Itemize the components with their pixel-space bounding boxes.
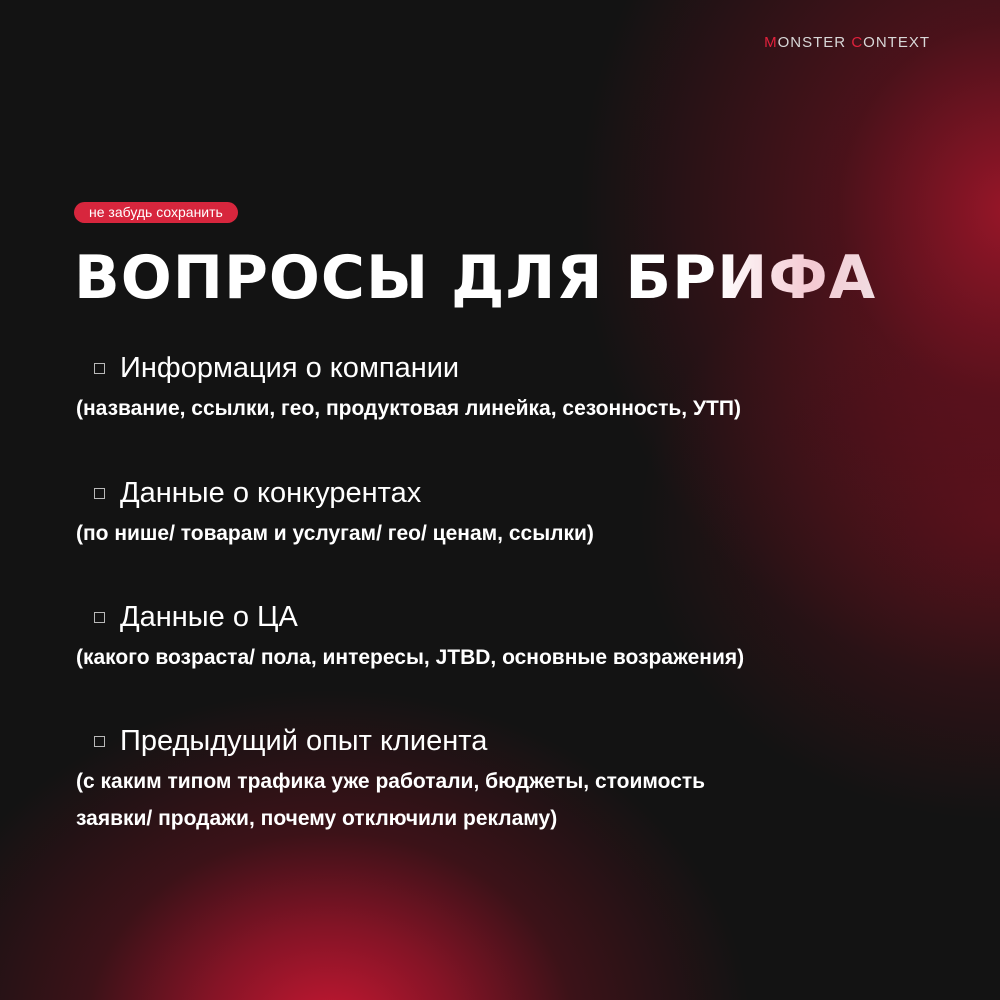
description-line: заявки/ продажи, почему отключили рекламу) (76, 807, 558, 830)
list-item-description (76, 390, 976, 427)
checkbox-icon (94, 363, 105, 374)
list-item-description (76, 763, 976, 837)
list-item-title: Данные о ЦА (120, 601, 298, 633)
description-line: (название, ссылки, гео, продуктовая линейка, сезонность, УТП) (76, 397, 741, 420)
list-item-target-audience (76, 595, 976, 719)
list-item-title: Информация о компании (120, 352, 460, 384)
list-item-client-experience (76, 719, 976, 837)
list-item-header (76, 719, 976, 763)
description-line: (с каким типом трафика уже работали, бюджеты, стоимость (76, 770, 706, 793)
checkbox-icon (94, 736, 105, 747)
save-reminder-badge: не забудь сохранить (74, 202, 238, 223)
description-line: (какого возраста/ пола, интересы, JTBD, основные возражения) (76, 646, 745, 669)
page-title: ВОПРОСЫ ДЛЯ БРИФА (74, 240, 876, 316)
brand-m-rest: ONSTER (777, 34, 852, 51)
description-line: (по нише/ товарам и услугам/ гео/ ценам, ссылки) (76, 522, 594, 545)
list-item-title: Предыдущий опыт клиента (120, 725, 488, 757)
brand-logo (764, 34, 930, 51)
question-list (76, 346, 976, 837)
checkbox-icon (94, 612, 105, 623)
brand-m-initial: M (764, 34, 778, 51)
list-item-company-info (76, 346, 976, 471)
list-item-header (76, 595, 976, 639)
checkbox-icon (94, 488, 105, 499)
list-item-title: Данные о конкурентах (120, 477, 422, 509)
list-item-header (76, 471, 976, 515)
list-item-description (76, 515, 976, 552)
list-item-description (76, 639, 976, 676)
list-item-header (76, 346, 976, 390)
brand-c-initial: C (851, 34, 864, 51)
brand-c-rest: ONTEXT (863, 34, 930, 51)
list-item-competitors (76, 471, 976, 595)
